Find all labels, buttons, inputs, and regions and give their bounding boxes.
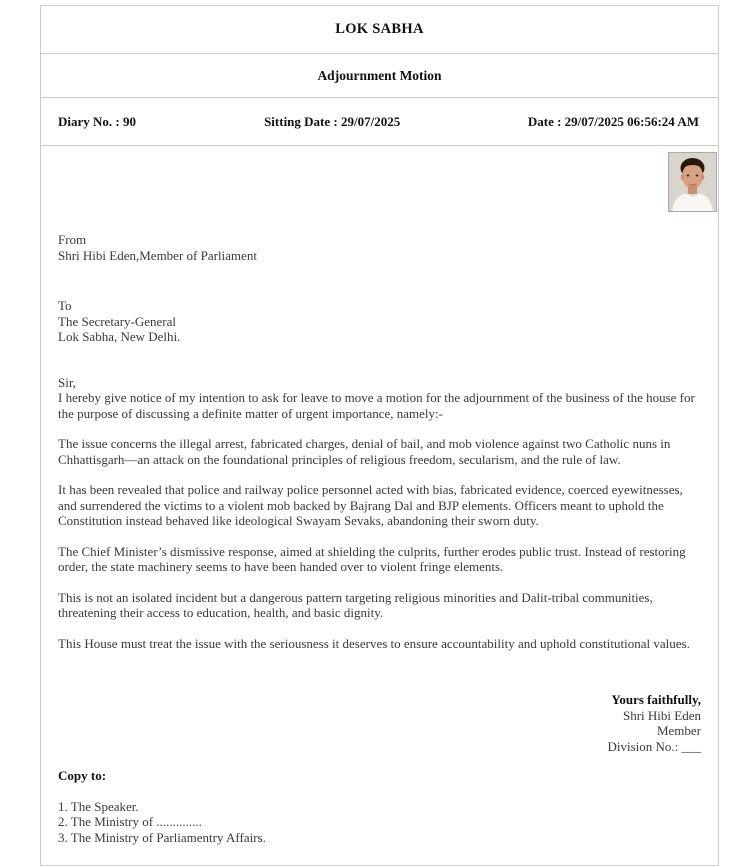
document-header-row — [41, 6, 718, 54]
copy-to-item: 1. The Speaker. — [58, 798, 139, 814]
copy-to-item: 2. The Ministry of .............. — [58, 814, 202, 829]
signature-designation: Member — [656, 723, 701, 738]
signature-name: Shri Hibi Eden — [623, 707, 701, 723]
letter-body — [41, 146, 718, 865]
meta-row — [41, 98, 718, 146]
copy-to-item: 3. The Ministry of Parliamentry Affairs. — [58, 829, 266, 845]
member-portrait-image — [669, 153, 716, 211]
copy-to-list — [58, 799, 701, 846]
adjournment-motion-document — [40, 5, 719, 866]
motion-type-title: Adjournment Motion — [317, 67, 442, 83]
diary-number: Diary No. : 90 — [58, 113, 136, 129]
document-date: Date : 29/07/2025 06:56:24 AM — [527, 113, 699, 129]
member-photo — [668, 152, 717, 212]
salutation-and-notice — [58, 375, 701, 422]
division-number-line: Division No.: ___ — [607, 738, 701, 754]
to-label: To — [58, 298, 72, 313]
from-name: Shri Hibi Eden,Member of Parliament — [58, 247, 257, 263]
signature-closing: Yours faithfully, — [611, 692, 701, 707]
motion-type-row — [41, 54, 718, 98]
copy-to-block — [58, 768, 701, 845]
signature-block — [58, 692, 701, 754]
to-address-line: Lok Sabha, New Delhi. — [58, 329, 181, 344]
body-paragraph: This House must treat the issue with the seriousness it deserves to ensure accountability and uphold constitutional values. — [58, 635, 690, 651]
copy-to-label: Copy to: — [58, 768, 107, 783]
to-block — [58, 298, 701, 345]
body-paragraph: It has been revealed that police and railway police personnel acted with bias, fabricated evidence, coerced eyewitnesses, and surrendered the victims to a violent mob backed by Bajrang Dal and BJP elements. Officers meant to uphold the Constitution instead behaved like ideological Swayam Sevaks, abandoning their sworn duty. — [58, 482, 683, 528]
notice-paragraph: I hereby give notice of my intention to ask for leave to move a motion for the adjournment of the business of the house for the purpose of discussing a definite matter of urgent importance, namely:- — [58, 390, 695, 421]
salutation: Sir, — [58, 374, 76, 390]
body-paragraph: The issue concerns the illegal arrest, fabricated charges, denial of bail, and mob violence against two Catholic nuns in Chhattisgarh—an attack on the foundational principles of religious freedom, secularism, and the rule of law. — [58, 436, 671, 467]
from-block — [58, 146, 701, 263]
to-addressee: The Secretary-General — [58, 313, 177, 329]
from-label: From — [58, 232, 87, 247]
sitting-date: Sitting Date : 29/07/2025 — [264, 113, 401, 129]
body-paragraph: This is not an isolated incident but a dangerous pattern targeting religious minorities and Dalit-tribal communities, threatening their access to education, health, and basic dignity. — [58, 589, 653, 620]
house-title: LOK SABHA — [335, 21, 424, 37]
body-paragraph: The Chief Minister’s dismissive response, aimed at shielding the culprits, further erodes public trust. Instead of restoring order, the state machinery seems to have been handed over to violent fringe elements. — [58, 543, 686, 574]
